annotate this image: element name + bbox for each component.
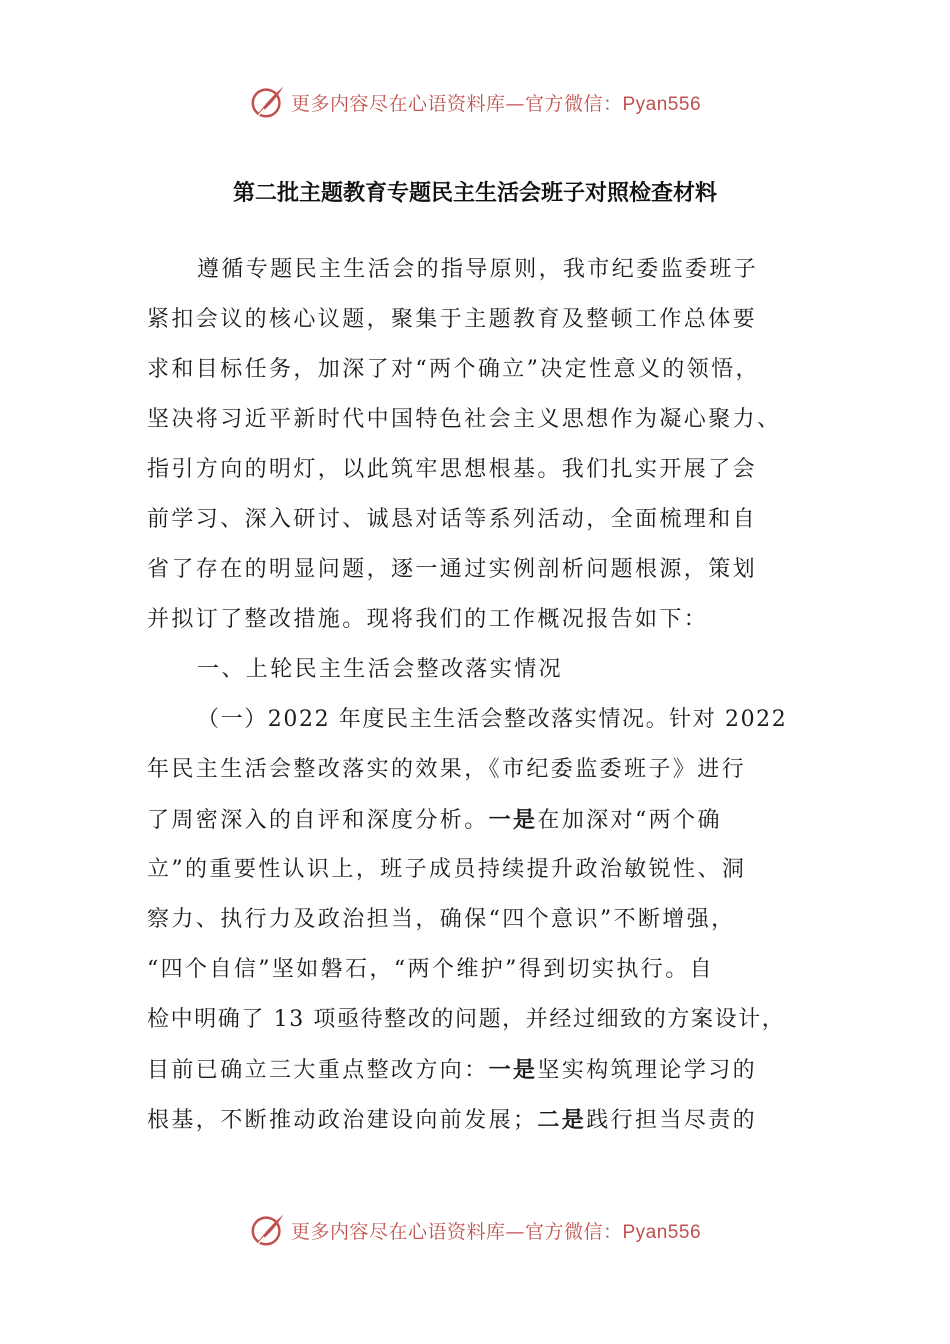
- watermark-text: 更多内容尽在心语资料库—官方微信：Pyan556: [290, 92, 702, 115]
- paragraph-line: 坚决将习近平新时代中国特色社会主义思想作为凝心聚力、: [147, 407, 782, 432]
- paragraph-line: “四个自信”坚如磐石，“两个维护”得到切实执行。自: [147, 957, 714, 982]
- paragraph-line: 求和目标任务，加深了对“两个确立”决定性意义的领悟，: [147, 357, 760, 382]
- paragraph-line: 遵循专题民主生活会的指导原则，我市纪委监委班子: [197, 257, 759, 282]
- watermark-text: 更多内容尽在心语资料库—官方微信：Pyan556: [290, 1220, 702, 1243]
- paragraph-line: 了周密深入的自评和深度分析。一是在加深对“两个确: [147, 807, 722, 833]
- paragraph-line: 指引方向的明灯，以此筑牢思想根基。我们扎实开展了会: [147, 457, 758, 482]
- document-title: 第二批主题教育专题民主生活会班子对照检查材料: [232, 181, 717, 206]
- paragraph-line: 目前已确立三大重点整改方向：一是坚实构筑理论学习的: [147, 1057, 758, 1083]
- quill-pen-icon: [249, 83, 287, 121]
- paragraph-line: 检中明确了 13 项亟待整改的问题，并经过细致的方案设计，: [147, 1007, 786, 1032]
- paragraph-line: 年民主生活会整改落实的效果，《市纪委监委班子》进行: [147, 757, 747, 782]
- wechat-id: Pyan556: [622, 1221, 702, 1243]
- watermark-banner-bottom: [0, 1210, 950, 1250]
- bold-marker: 一是: [488, 807, 538, 833]
- watermark-banner-top: [0, 82, 950, 122]
- wechat-id: Pyan556: [622, 93, 702, 115]
- bold-marker: 一是: [488, 1057, 538, 1083]
- paragraph-line: 立”的重要性认识上，班子成员持续提升政治敏锐性、洞: [147, 857, 747, 882]
- paragraph-line: 前学习、深入研讨、诚恳对话等系列活动，全面梳理和自: [147, 507, 758, 532]
- paragraph-line: 根基，不断推动政治建设向前发展；二是践行担当尽责的: [147, 1107, 758, 1133]
- paragraph-line: 并拟订了整改措施。现将我们的工作概况报告如下：: [147, 607, 709, 632]
- paragraph-line: 省了存在的明显问题，逐一通过实例剖析问题根源，策划: [147, 557, 758, 582]
- subsection-heading: （一）2022 年度民主生活会整改落实情况。针对 2022: [197, 707, 788, 732]
- paragraph-line: 察力、执行力及政治担当，确保“四个意识”不断增强，: [147, 907, 736, 932]
- bold-marker: 二是: [537, 1107, 587, 1133]
- quill-pen-icon: [249, 1211, 287, 1249]
- paragraph-line: 紧扣会议的核心议题，聚集于主题教育及整顿工作总体要: [147, 307, 758, 332]
- section-heading: 一、上轮民主生活会整改落实情况: [197, 657, 564, 682]
